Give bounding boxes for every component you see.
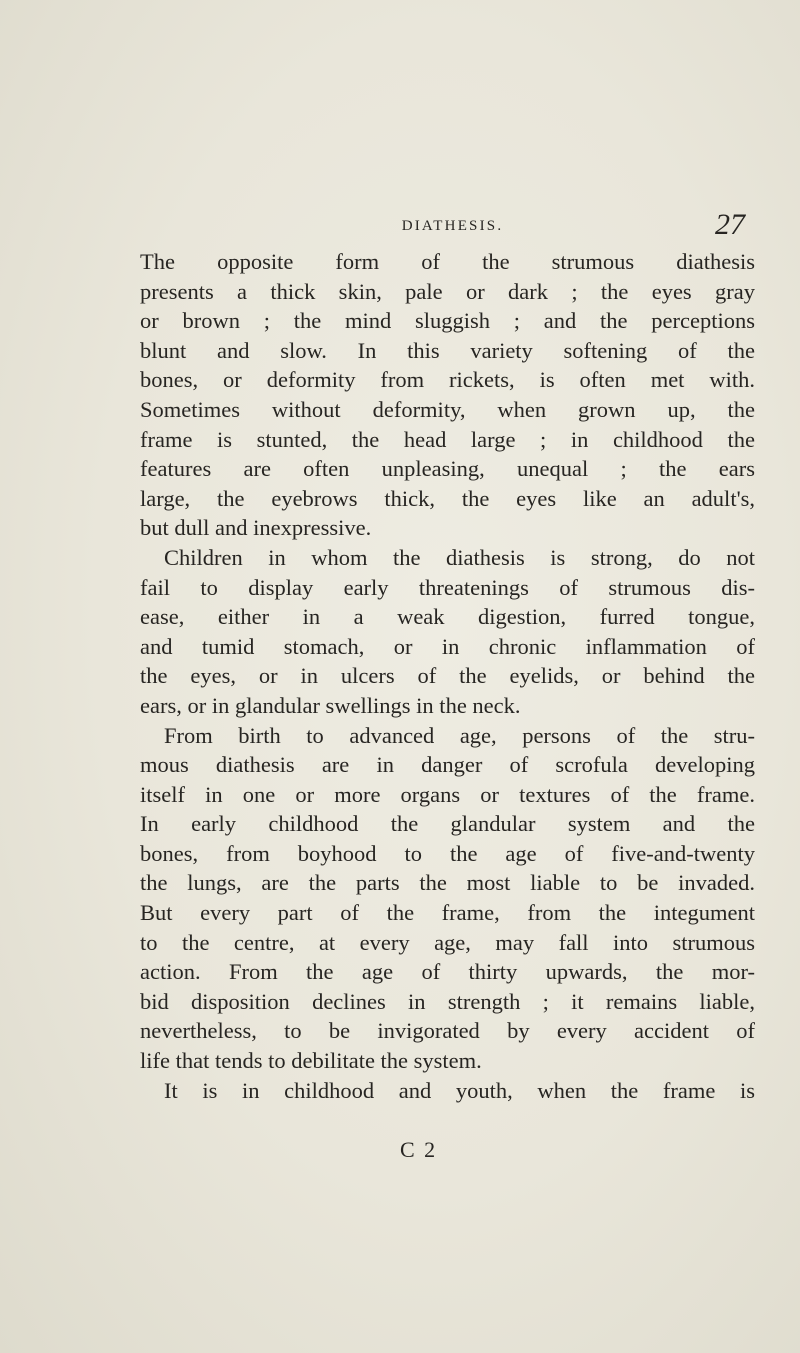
text-line: itself in one or more organs or textures of the frame. [140,781,755,807]
text-line: The opposite form of the strumous diathesis [140,249,755,274]
text-line: frame is stunted, the head large ; in childhood the [140,426,755,452]
text-line: bones, from boyhood to the age of five-and-twenty [140,840,755,866]
text-line: or brown ; the mind sluggish ; and the perceptions [140,308,755,334]
text-line: bones, or deformity from rickets, is often met with. [140,367,755,393]
text-line: large, the eyebrows thick, the eyes like an adult's, [140,485,755,511]
page-number: 27 [715,208,745,241]
text-line: life that tends to debilitate the system. [140,1048,482,1074]
text-line: action. From the age of thirty upwards, the mor- [140,959,755,985]
text-line: But every part of the frame, from the integument [140,900,755,926]
text-line: ears, or in glandular swellings in the neck. [140,692,521,718]
text-line: presents a thick skin, pale or dark ; the eyes gray [140,278,755,304]
text-line: blunt and slow. In this variety softening of the [140,337,755,363]
running-head: DIATHESIS. [401,218,504,234]
text-line: features are often unpleasing, unequal ; the ears [140,456,755,482]
text-line: ease, either in a weak digestion, furred tongue, [140,604,755,630]
text-line: nevertheless, to be invigorated by every accident of [140,1018,755,1044]
body-text [140,247,755,1105]
text-line: to the centre, at every age, may fall into strumous [140,929,755,955]
page-header [160,208,745,248]
text-line: fail to display early threatenings of strumous dis- [140,574,755,600]
text-line: and tumid stomach, or in chronic inflammation of [140,633,755,659]
text-line: In early childhood the glandular system and the [140,811,755,837]
signature-mark: C 2 [400,1137,438,1162]
text-line: the eyes, or in ulcers of the eyelids, or behind the [140,663,755,689]
text-line: mous diathesis are in danger of scrofula developing [140,752,755,778]
text-line: Sometimes without deformity, when grown up, the [140,396,755,422]
text-line: bid disposition declines in strength ; it remains liable, [140,988,755,1014]
text-line: but dull and inexpressive. [140,515,372,541]
text-line: Children in whom the diathesis is strong, do not [164,544,755,570]
text-line: the lungs, are the parts the most liable to be invaded. [140,870,755,896]
text-line: It is in childhood and youth, when the frame is [164,1077,755,1103]
text-line: From birth to advanced age, persons of the stru- [164,722,755,748]
